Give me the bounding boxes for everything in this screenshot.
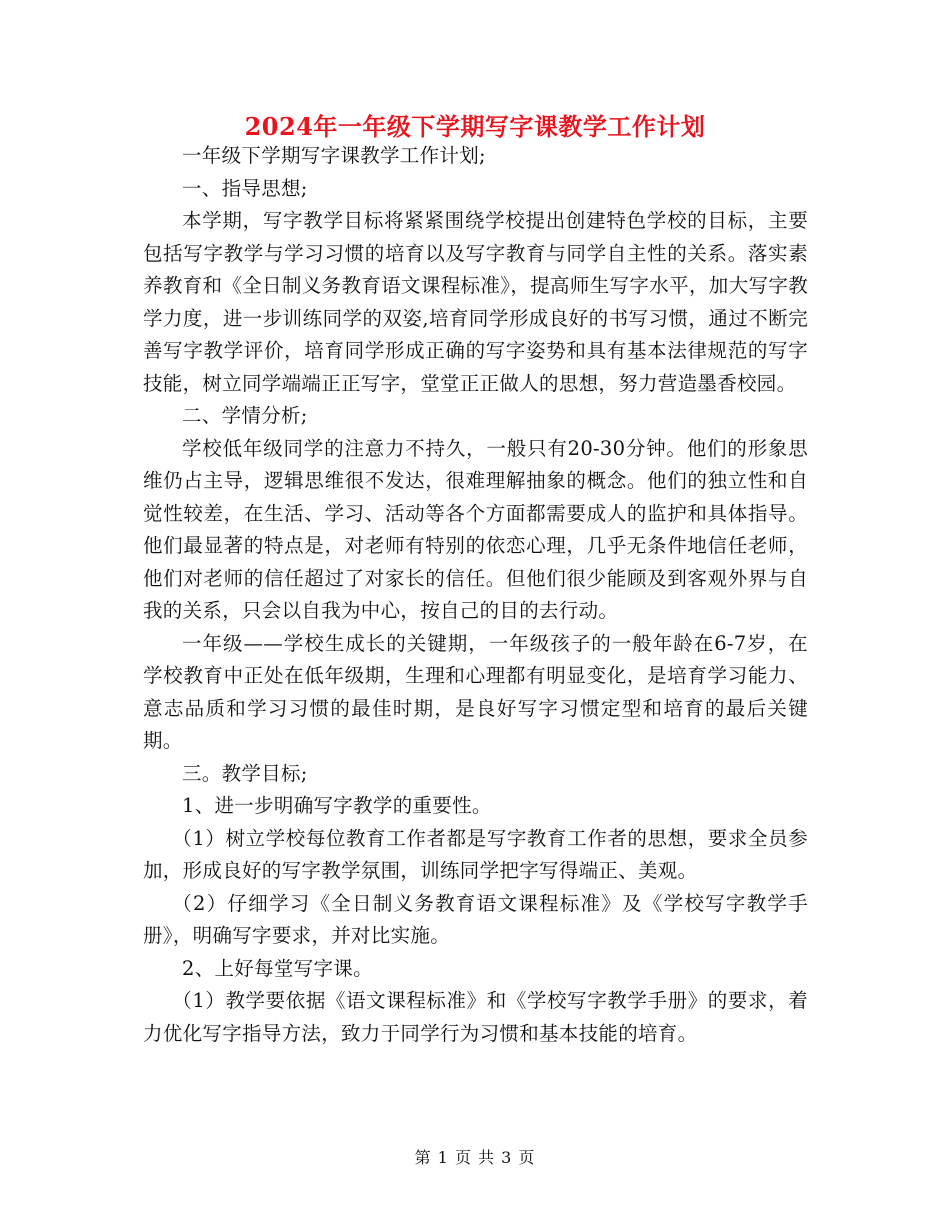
paragraph-guiding-ideology: 本学期，写字教学目标将紧紧围绕学校提出创建特色学校的目标，主要包括写字教学与学习习惯的培育以及写字教育与同学自主性的关系。落实素养教育和《全日制义务教育语文课程标准》，提高师生写字水平，加大写字教学力度，进一步训练同学的双姿,培育同学形成良好的书写习惯，通过不断完善写字教学评价，培育同学形成正确的写字姿势和具有基本法律规范的写字技能，树立同学端端正正写字，堂堂正正做人的思想，努力营造墨香校园。 xyxy=(143,209,808,395)
heading-teaching-goals: 三。教学目标; xyxy=(182,761,308,785)
item-goal-1-sub-1: （1）树立学校每位教育工作者都是写字教育工作者的思想，要求全员参加，形成良好的写字教学氛围，训练同学把字写得端正、美观。 xyxy=(143,826,808,882)
item-goal-2-sub-1: （1）教学要依据《语文课程标准》和《学校写字教学手册》的要求，着力优化写字指导方法，致力于同学行为习惯和基本技能的培育。 xyxy=(143,989,808,1045)
document-body xyxy=(143,140,808,1050)
heading-guiding-ideology: 一、指导思想; xyxy=(182,176,308,200)
page-footer: 第 1 页 共 3 页 xyxy=(414,1148,536,1167)
paragraph-first-grade: 一年级——学校生成长的关键期，一年级孩子的一般年龄在6-7岁，在学校教育中正处在低年级期，生理和心理都有明显变化，是培育学习能力、意志品质和学习习惯的最佳时期，是良好写字习惯定型和培育的最后关键期。 xyxy=(143,631,808,752)
item-goal-2: 2、上好每堂写字课。 xyxy=(182,956,373,980)
item-goal-1: 1、进一步明确写字教学的重要性。 xyxy=(182,794,492,817)
paragraph-subtitle: 一年级下学期写字课教学工作计划; xyxy=(182,144,486,167)
item-goal-1-sub-2: （2）仔细学习《全日制义务教育语文课程标准》及《学校写字教学手册》，明确写字要求，并对比实施。 xyxy=(143,891,808,947)
heading-student-analysis: 二、学情分析; xyxy=(182,404,308,427)
document-title: 2024年一年级下学期写字课教学工作计划 xyxy=(244,112,706,141)
paragraph-student-analysis: 学校低年级同学的注意力不持久，一般只有20-30分钟。他们的形象思维仍占主导，逻辑思维很不发达，很难理解抽象的概念。他们的独立性和自觉性较差，在生活、学习、活动等各个方面都需要成人的监护和具体指导。他们最显著的特点是，对老师有特别的依恋心理，几乎无条件地信任老师，他们对老师的信任超过了对家长的信任。但他们很少能顾及到客观外界与自我的关系，只会以自我为中心，按自己的目的去行动。 xyxy=(143,436,808,622)
